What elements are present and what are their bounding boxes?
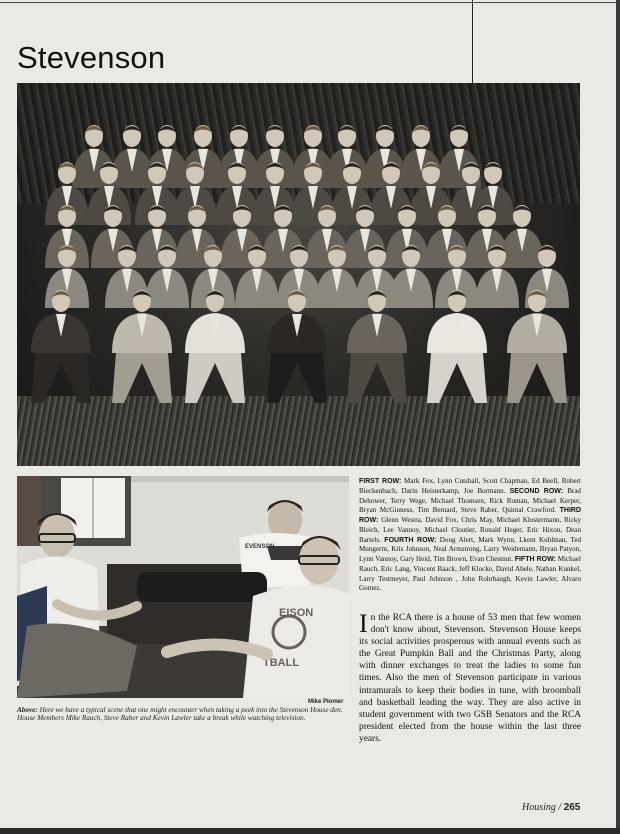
group-members [17, 83, 580, 466]
second-row-label: SECOND ROW: [509, 487, 564, 495]
story-body: n the RCA there is a house of 53 men that few women don't know about, Stevenson. Stevenson House keeps its social activities prosperous with annual events such as the Great Pumpkin Ball and the Christmas Party, along with dinner exchanges to treat the ladies to some fun times. Also the men of Stevenson participate in various intramurals to keep their bodies in tune, with broomball and basketball leading the way. They are also active in student government with two GSB Senators and the RCA president elected from the house within the last three years. [359, 613, 581, 744]
caption-lead: Above: [17, 706, 38, 714]
fourth-row-label: FOURTH ROW: [384, 536, 437, 544]
group-photo [17, 83, 580, 466]
first-row-label: FIRST ROW: [359, 478, 402, 485]
tv-room-scene [17, 476, 349, 698]
page-edge [616, 0, 620, 834]
third-row-label: THIRD ROW: [359, 507, 581, 524]
member-names [359, 477, 581, 594]
page-footer: Housing / 265 [522, 802, 581, 813]
header-divider [472, 0, 473, 86]
fourth-row-names: Doug Alert, Mark Wynn, Lkent Kuhlman, Ted Mungerm, Kris Johnson, Neal Armstrong, Larry Weidemann, Bryan Patyon, Lynn Vannoy, Gary Heid, Tim Brown, Evan Chestnut. [359, 535, 582, 563]
top-rule [0, 2, 616, 3]
photo-caption [17, 706, 347, 723]
fifth-row-label: FIFTH ROW: [514, 556, 556, 563]
first-row-names: Mark Fox, Lynn Cutshall, Scott Chapman, Ed Beell, Robert Bieckenbach, Darin Heisterkamp, Joe Bormann. [359, 477, 582, 495]
shirt-text-middle: EVENSON [245, 544, 275, 550]
tv-room-photo [17, 476, 349, 698]
shirt-text-stevenson: EISON [279, 607, 314, 619]
second-row-names: Brad Dehower, Terry Wege, Michael Thomsen, Rick Roman, Michael Kerper, Bryan McGinness, Tim Bernard, Steve Raber, Quintal Crawford. [359, 486, 581, 515]
page-bottom-edge [0, 828, 620, 834]
fifth-row-names: Michael Rauch, Eric Lang, Vincent Baack, Jeff Klocke, David Abele, Nathan Kunkel, Larry Testmeyer, Paul Johnson , John Rohrbaugh, Kevin Lawler, Alvaro Gomez. [359, 555, 581, 593]
story-text [359, 609, 581, 745]
photo-credit: Mike Plomer [308, 699, 344, 705]
page-title: Stevenson [17, 40, 166, 75]
page-number: 265 [563, 802, 581, 813]
shirt-text-football: TBALL [263, 657, 300, 669]
section-name: Housing [522, 802, 556, 813]
third-row-names: Glenn Westra, David Fox, Chris May, Michael Klostermann, Ricky Bleich, Lee Vannoy, Michael Cloutier, Ronald Heger, Eric Hixon, Dean Bartels. [359, 516, 582, 544]
caption-text: Here we have a typical scene that one might encounter when taking a peek into the Stevenson House den. House Members Mike Rauch, Steve Raber and Kevin Lawler take a break while watching television. [17, 706, 343, 723]
drop-cap: I [359, 609, 368, 638]
